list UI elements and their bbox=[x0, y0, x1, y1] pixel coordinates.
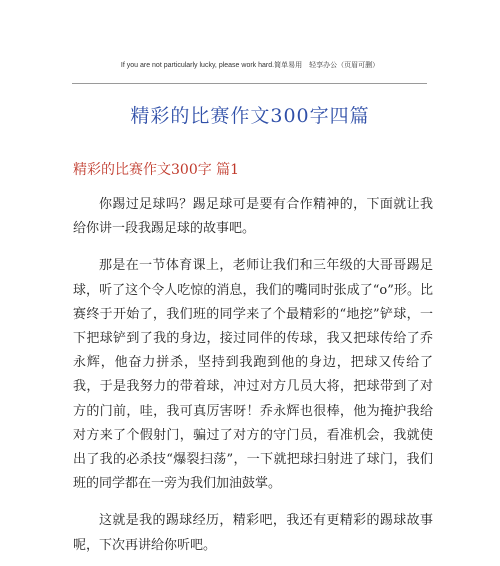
document-title: 精彩的比赛作文300字四篇 bbox=[130, 105, 370, 127]
paragraph: 那是在一节体育课上，老师让我们和三年级的大哥哥踢足球，听了这个令人吃惊的消息，我们的嘴同时张成了“o”形。比赛终于开始了，我们班的同学来了个最精彩的“地挖”铲球，一下把球铲到了我的身边，接过同伴的传球，我又把球传给了乔永辉，他奋力拼杀，坚持到我跑到他的身边，把球又传给了我，于是我努力的带着球，冲过对方几员大将，把球带到了对方的门前，哇，我可真厉害呀！乔永辉也很棒，他为掩护我给对方来了个假射门，骗过了对方的守门员，看准机会，我就使出了我的必杀技“爆裂扫荡”，一下就把球扫射进了球门，我们班的同学都在一旁为我们加油鼓掌。 bbox=[73, 258, 433, 492]
header-divider bbox=[72, 83, 427, 84]
paragraph: 这就是我的踢球经历，精彩吧，我还有更精彩的踢球故事呢，下次再讲给你听吧。 bbox=[73, 513, 433, 553]
paragraph: 你踢过足球吗？踢足球可是要有合作精神的，下面就让我给你讲一段我踢足球的故事吧。 bbox=[73, 197, 433, 237]
page-header: If you are not particularly lucky, please work hard.简单易用 轻享办公（页眉可删） bbox=[120, 62, 380, 69]
body-text bbox=[73, 193, 433, 566]
section-heading: 精彩的比赛作文300字 篇1 bbox=[73, 162, 240, 178]
